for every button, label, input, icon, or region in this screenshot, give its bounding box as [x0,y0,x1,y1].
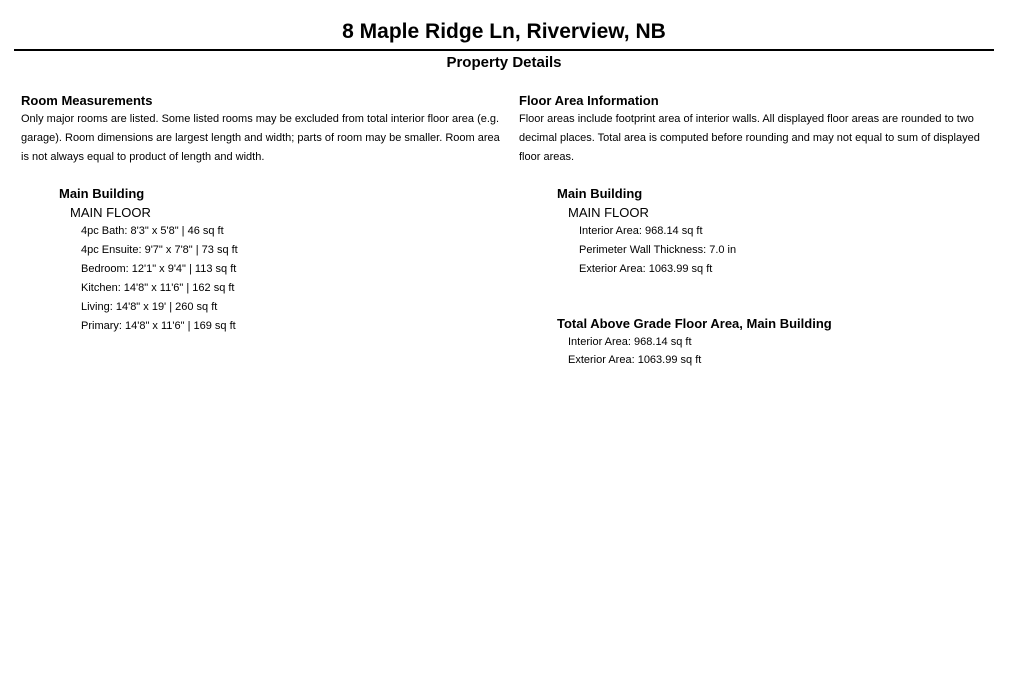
floor-area-section [519,92,1001,369]
floor-area-item: Interior Area: 968.14 sq ft [579,225,703,237]
room-building-block [59,184,501,336]
total-area-list [568,333,1001,369]
room-item: Primary: 14'8" x 11'6" | 169 sq ft [81,320,236,332]
room-item: 4pc Ensuite: 9'7" x 7'8" | 73 sq ft [81,244,238,256]
page-subtitle: Property Details [446,54,562,71]
total-area-item: Exterior Area: 1063.99 sq ft [568,354,702,366]
room-floor-label: MAIN FLOOR [70,205,151,220]
room-measurements-heading: Room Measurements [21,93,153,108]
floor-area-heading: Floor Area Information [519,93,659,108]
room-item: Kitchen: 14'8" x 11'6" | 162 sq ft [81,282,235,294]
floor-area-list [579,222,1001,279]
floor-area-item: Exterior Area: 1063.99 sq ft [579,263,713,275]
total-area-heading: Total Above Grade Floor Area, Main Building [557,316,832,331]
total-area-block [557,314,1001,369]
floor-area-item: Perimeter Wall Thickness: 7.0 in [579,244,737,256]
room-list [81,222,501,336]
room-building-heading: Main Building [59,186,145,201]
room-item: 4pc Bath: 8'3" x 5'8" | 46 sq ft [81,225,224,237]
room-measurements-section [21,92,501,336]
room-measurements-note: Only major rooms are listed. Some listed rooms may be excluded from total interior floor area (e.g. garage). Room dimensions are largest length and width; parts of room may be smaller. Room area is not always equal to product of length and width. [21,113,500,163]
room-item: Bedroom: 12'1" x 9'4" | 113 sq ft [81,263,237,275]
floor-area-building-heading: Main Building [557,186,643,201]
total-area-item: Interior Area: 968.14 sq ft [568,336,692,348]
floor-area-note: Floor areas include footprint area of interior walls. All displayed floor areas are rounded to two decimal places. Total area is computed before rounding and may not equal to sum of displayed floor areas. [519,113,980,163]
room-item: Living: 14'8" x 19' | 260 sq ft [81,301,218,313]
page-title: 8 Maple Ridge Ln, Riverview, NB [342,20,666,43]
title-divider [14,49,994,51]
floor-area-floor-label: MAIN FLOOR [568,205,649,220]
floor-area-building-block [557,184,1001,279]
